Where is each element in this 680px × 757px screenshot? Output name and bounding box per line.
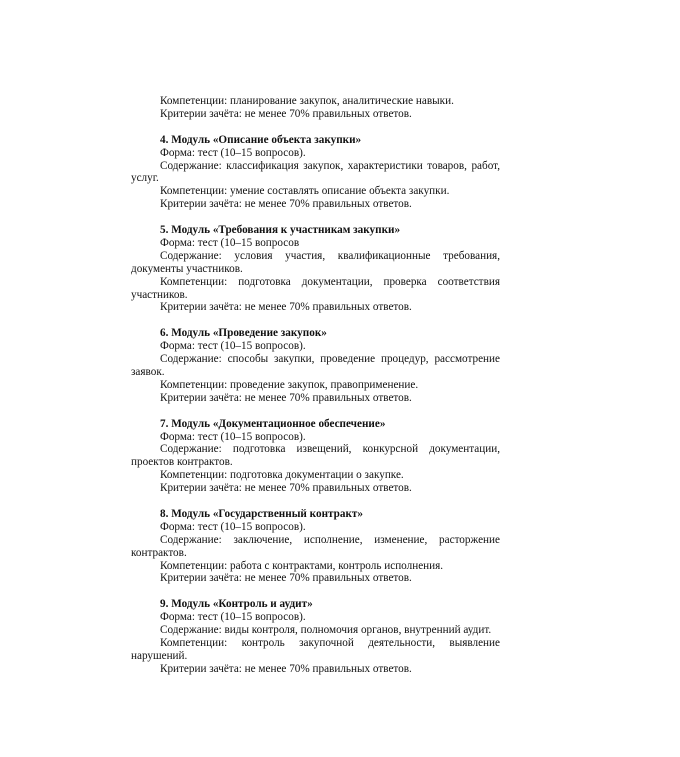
spacer — [131, 314, 500, 327]
module-criteria: Критерии зачёта: не менее 70% правильных ответов. — [160, 482, 412, 495]
module-competencies: Компетенции: работа с контрактами, контроль исполнения. — [160, 559, 444, 572]
module-content: Содержание: классификация закупок, характеристики товаров, работ, услуг. — [131, 159, 500, 185]
module-criteria: Критерии зачёта: не менее 70% правильных ответов. — [160, 572, 412, 585]
module-competencies: Компетенции: контроль закупочной деятельности, выявление нарушений. — [131, 636, 500, 662]
module-content: Содержание: условия участия, квалификационные требования, документы участников. — [131, 249, 500, 275]
spacer — [131, 585, 500, 598]
module-form: Форма: тест (10–15 вопросов). — [160, 146, 306, 159]
module-competencies: Компетенции: подготовка документации о закупке. — [160, 469, 404, 482]
spacer — [131, 211, 500, 224]
spacer — [131, 495, 500, 508]
module-competencies: Компетенции: умение составлять описание объекта закупки. — [160, 185, 450, 198]
module-9 — [131, 598, 500, 675]
module-form: Форма: тест (10–15 вопросов). — [160, 611, 306, 624]
module-content: Содержание: подготовка извещений, конкурсной документации, проектов контрактов. — [131, 443, 500, 469]
intro-competencies: Компетенции: планирование закупок, аналитические навыки. — [160, 95, 454, 107]
module-7 — [131, 418, 500, 495]
module-title: 6. Модуль «Проведение закупок» — [160, 327, 327, 340]
module-criteria: Критерии зачёта: не менее 70% правильных ответов. — [160, 301, 412, 314]
module-8 — [131, 508, 500, 585]
module-competencies: Компетенции: подготовка документации, проверка соответствия участников. — [131, 275, 500, 301]
module-title: 4. Модуль «Описание объекта закупки» — [160, 133, 362, 146]
module-5 — [131, 224, 500, 314]
module-criteria: Критерии зачёта: не менее 70% правильных ответов. — [160, 198, 412, 211]
intro-criteria: Критерии зачёта: не менее 70% правильных ответов. — [160, 107, 412, 120]
module-content: Содержание: заключение, исполнение, изменение, расторжение контрактов. — [131, 533, 500, 559]
module-title: 7. Модуль «Документационное обеспечение» — [160, 417, 386, 430]
module-title: 5. Модуль «Требования к участникам закупки» — [160, 224, 401, 237]
module-form: Форма: тест (10–15 вопросов). — [160, 520, 306, 533]
module-criteria: Критерии зачёта: не менее 70% правильных ответов. — [160, 391, 412, 404]
module-form: Форма: тест (10–15 вопросов). — [160, 430, 306, 443]
module-content: Содержание: способы закупки, проведение процедур, рассмотрение заявок. — [131, 353, 500, 378]
module-form: Форма: тест (10–15 вопросов — [160, 236, 300, 249]
module-title: 9. Модуль «Контроль и аудит» — [160, 598, 313, 611]
spacer — [131, 405, 500, 418]
module-4 — [131, 134, 500, 211]
spacer — [131, 121, 500, 134]
module-form: Форма: тест (10–15 вопросов). — [160, 340, 306, 353]
module-criteria: Критерии зачёта: не менее 70% правильных ответов. — [160, 662, 412, 675]
document-page — [131, 95, 500, 676]
module-content: Содержание: виды контроля, полномочия органов, внутренний аудит. — [160, 624, 492, 637]
module-competencies: Компетенции: проведение закупок, правоприменение. — [160, 378, 419, 391]
module-6 — [131, 327, 500, 404]
module-title: 8. Модуль «Государственный контракт» — [160, 507, 363, 520]
